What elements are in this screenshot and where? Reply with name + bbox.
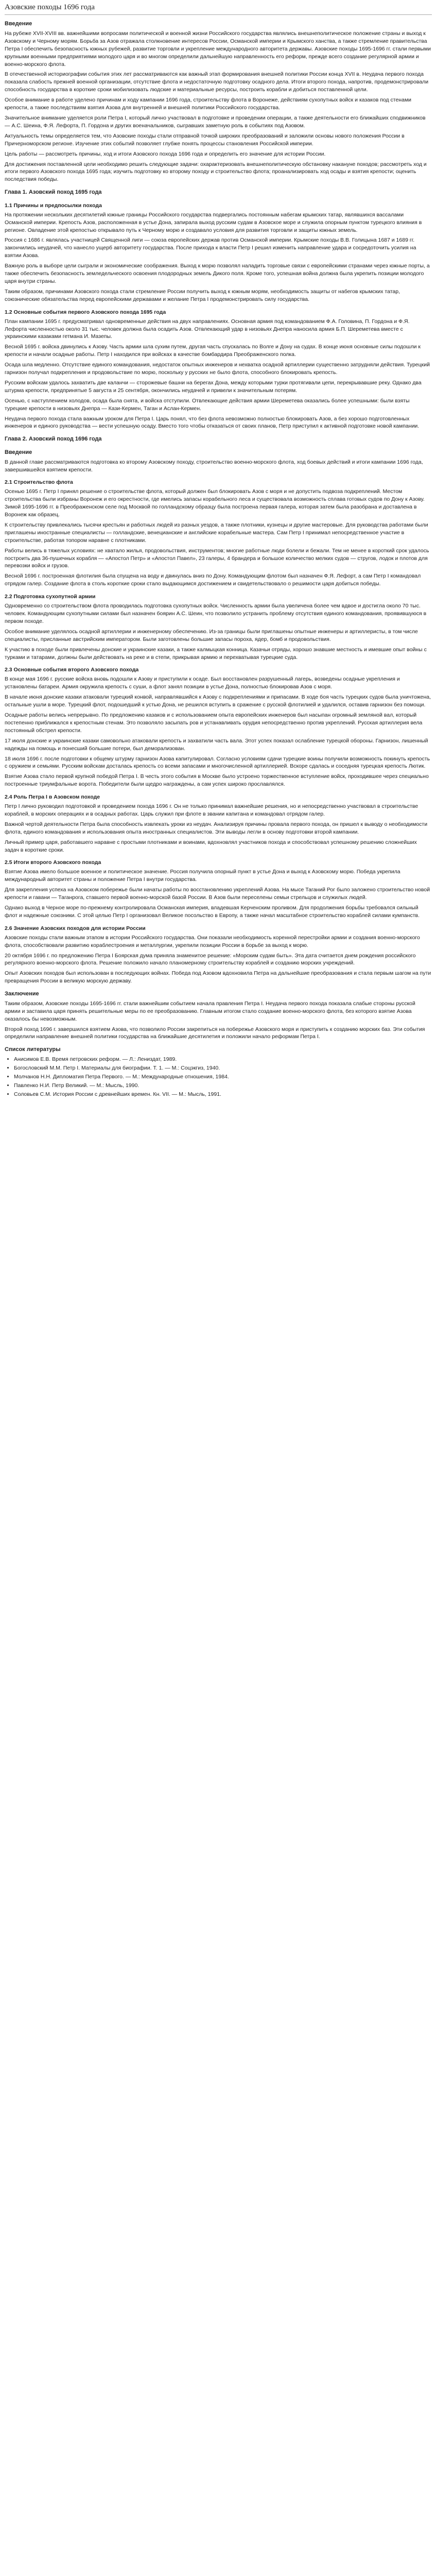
section-heading: 1.1 Причины и предпосылки похода <box>5 202 102 209</box>
paragraph: Особое внимание в работе уделено причинам и ходу кампании 1696 года, строительству флота в Воронеже, действиям сухопутных войск и казаков под стенами крепости, а также последствиям взятия Азова для внутренней и внешней политики Российского государства. <box>5 97 412 111</box>
section-heading: 2.6 Значение Азовских походов для истории России <box>5 925 146 931</box>
paragraph: В данной главе рассматриваются подготовка ко второму Азовскому походу, строительство военно-морского флота, ход боевых действий и итоги кампании 1696 года, завершившейся взятием крепости. <box>5 459 423 473</box>
paragraph: Опыт Азовских походов был использован в последующих войнах. Победа под Азовом вдохновила Петра на дальнейшие преобразования и стала первым шагом на пути превращения России в великую морскую державу. <box>5 970 431 985</box>
reference-list <box>5 1056 432 1098</box>
paragraph: План кампании 1695 г. предусматривал одновременные действия на двух направлениях. Основная армия под командованием Ф.А. Головина, П. Гордона и Ф.Я. Лефорта численностью около 31 тыс. человек должна была осадить Азов. Отвлекающий удар в низовьях Днепра наносила армия Б.П. Шереметева вместе с украинскими казаками гетмана И. Мазепы. <box>5 318 410 340</box>
section-heading: 2.4 Роль Петра I в Азовском походе <box>5 794 100 801</box>
paragraph: В конце мая 1696 г. русские войска вновь подошли к Азову и приступили к осаде. Был восстановлен разрушенный лагерь, возведены осадные укрепления и установлены батареи. Армия окружила крепость с суши, а флот занял позиции в устье Дона, полностью блокировав Азов с моря. <box>5 676 400 690</box>
paragraph: Личный пример царя, работавшего наравне с простыми плотниками и воинами, вдохновлял участников похода и способствовал успешному решению сложнейших задач в короткие сроки. <box>5 839 417 853</box>
paragraph: Весной 1695 г. войска двинулись к Азову. Часть армии шла сухим путем, другая часть спускалась по Волге и Дону на судах. В конце июня основные силы подошли к крепости и начали осадные работы. Петр I находился при войсках в качестве бомбардира Преображенского полка. <box>5 344 421 358</box>
paragraph: Особое внимание уделялось осадной артиллерии и инженерному обеспечению. Из-за границы были приглашены опытные инженеры и артиллеристы, в том числе специалисты, присланные австрийским императором. Были заготовлены большие запасы пороха, ядер, бомб и продовольствия. <box>5 628 418 642</box>
paragraph: Таким образом, причинами Азовского похода стали стремление России получить выход к южным морям, необходимость защиты от набегов крымских татар, союзнические обязательства перед европейскими державами и желание Петра I продемонстрировать силу государства. <box>5 288 400 302</box>
paragraph: Петр I лично руководил подготовкой и проведением похода 1696 г. Он не только принимал важнейшие решения, но и непосредственно участвовал в строительстве кораблей, в морских операциях и в осадных работах. Царь служил при флоте в звании капитана и командовал отрядом галер. <box>5 803 418 817</box>
paragraph: 20 октября 1696 г. по предложению Петра I Боярская дума приняла знаменитое решение: «Морским судам быть». Эта дата считается днем рождения российского регулярного военно-морского флота. Решение положило начало планомерному строительству кораблей и созданию морских учреждений. <box>5 952 416 967</box>
paragraph: Взятие Азова стало первой крупной победой Петра I. В честь этого события в Москве было устроено торжественное вступление войск, проходившее через специально построенные триумфальные ворота. Победители были щедро награждены, а сам успех широко прославлялся. <box>5 773 429 788</box>
paragraph: Азовские походы стали важным этапом в истории Российского государства. Они показали необходимость коренной перестройки армии и создания военно-морского флота, способствовали развитию кораблестроения и металлургии, укрепили позиции России в борьбе за выход к морю. <box>5 934 420 948</box>
section-heading: 2.2 Подготовка сухопутной армии <box>5 594 96 600</box>
section-heading: Список литературы <box>5 1046 61 1053</box>
paragraph: Осадные работы велись непрерывно. По предложению казаков и с использованием опыта европейских инженеров был насыпан огромный земляной вал, который постепенно приближался к крепостным стенам. Это позволяло засыпать ров и устанавливать орудия непосредственно против укреплений. Русская артиллерия вела постоянный обстрел крепости. <box>5 711 423 734</box>
paragraph: Важную роль в выборе цели сыграли и экономические соображения. Выход к морю позволял наладить торговые связи с европейскими странами через южные порты, а также обеспечить безопасность земледельческого освоения плодородных земель Дикого поля. Кроме того, успешная война должна была укрепить позиции молодого царя внутри страны. <box>5 263 430 284</box>
paragraph: Для закрепления успеха на Азовском побережье были начаты работы по восстановлению укреплений Азова. На мысе Таганий Рог было заложено строительство новой крепости и гавани — Таганрога, ставшего первой военно-морской базой России. В Азов были переселены семьи стрельцов и служилых людей. <box>5 887 430 901</box>
paragraph: Для достижения поставленной цели необходимо решить следующие задачи: охарактеризовать внешнеполитическую обстановку накануне походов; рассмотреть ход и итоги первого Азовского похода 1695 года; изучить подготовку ко второму походу и строительство флота; проанализировать ход осады и взятия крепости; оценить последствия победы. <box>5 161 427 183</box>
section-heading: Глава 2. Азовский поход 1696 года <box>5 436 102 443</box>
document-title: Азовские походы 1696 года <box>5 2 432 15</box>
paragraph: Работы велись в тяжелых условиях: не хватало жилья, продовольствия, инструментов; многие работные люди болели и бежали. Тем не менее в короткий срок удалось построить два 36-пушечных корабля — «Апостол Петр» и «Апостол Павел», 23 галеры, 4 брандера и большое количество мелких судов — стругов, лодок и плотов для перевозки войск и грузов. <box>5 547 429 569</box>
paragraph: Актуальность темы определяется тем, что Азовские походы стали отправной точкой широких преобразований и заложили основы нового положения России в Причерноморском регионе. Изучение этих событий позволяет глубже понять процессы становления Российской империи. <box>5 132 405 147</box>
paragraph: Осада шла медленно. Отсутствие единого командования, недостаток опытных инженеров и нехватка осадной артиллерии существенно затрудняли действия. Турецкий гарнизон получал подкрепления и продовольствие по морю, поскольку у русских не было флота, способного блокировать крепость. <box>5 362 430 376</box>
section-heading: 2.1 Строительство флота <box>5 479 73 486</box>
paragraph: Значительное внимание уделяется роли Петра I, который лично участвовал в подготовке и проведении операции, а также деятельности его ближайших сподвижников — А.С. Шеина, Ф.Я. Лефорта, П. Гордона и других военачальников, сыгравших заметную роль в событиях под Азовом. <box>5 114 426 129</box>
paragraph: На протяжении нескольких десятилетий южные границы Российского государства подвергались постоянным набегам крымских татар, являвшихся вассалами Османской империи. Крепость Азов, расположенная в устье Дона, запирала выход русским судам в Азовское море и служила опорным пунктом турецкого влияния в регионе. Овладение этой крепостью открывало путь к Черному морю и создавало условия для развития торговли и защиты южных земель. <box>5 211 422 233</box>
paragraph: Одновременно со строительством флота проводилась подготовка сухопутных войск. Численность армии была увеличена более чем вдвое и достигла около 70 тыс. человек. Командующим сухопутными силами был назначен боярин А.С. Шеин, что позволило устранить проблему отсутствия единого командования, проявившуюся в первом походе. <box>5 603 427 624</box>
reference-item: • Соловьев С.М. История России с древнейших времен. Кн. VII. — М.: Мысль, 1991. <box>14 1091 432 1098</box>
section-heading: Заключение <box>5 991 39 997</box>
section-heading: Введение <box>5 21 32 27</box>
paragraph: Неудача первого похода стала важным уроком для Петра I. Царь понял, что без флота невозможно полностью блокировать Азов, а без хорошо подготовленных инженеров и единого руководства — вести успешную осаду. Вместо того чтобы отказаться от своих планов, Петр приступил к активной подготовке новой кампании. <box>5 415 420 430</box>
paragraph: В отечественной историографии события этих лет рассматриваются как важный этап формирования внешней политики России конца XVII в. Неудача первого похода показала слабость прежней военной организации, отсутствие флота и недостаточную подготовку осадного дела. Итоги второго похода, напротив, продемонстрировали способность государства в короткие сроки мобилизовать людские и материальные ресурсы, построить корабли и добиться поставленной цели. <box>5 71 429 93</box>
paragraph: Осенью 1695 г. Петр I принял решение о строительстве флота, который должен был блокировать Азов с моря и не допустить подвоза подкреплений. Местом строительства были избраны Воронеж и его окрестности, где имелись запасы корабельного леса и существовала возможность сплава готовых судов по Дону к Азову. Зимой 1695-1696 гг. в Преображенском селе под Москвой по голландскому образцу была построена первая галера, которая затем была разобрана и доставлена в Воронеж как образец. <box>5 488 425 518</box>
paragraph: 17 июля донские и украинские казаки самовольно атаковали крепость и захватили часть вала. Этот успех показал ослабление турецкой обороны. Гарнизон, лишенный надежды на помощь и понесший большие потери, был деморализован. <box>5 737 428 752</box>
document-body <box>5 20 432 1098</box>
section-heading: 2.5 Итоги второго Азовского похода <box>5 859 101 866</box>
paragraph: Осенью, с наступлением холодов, осада была снята, и войска отступили. Отвлекающие действия армии Шереметева оказались более успешными: были взяты турецкие крепости в низовьях Днепра — Кази-Кермен, Таган и Аслан-Кермен. <box>5 397 410 412</box>
paragraph: Цель работы — рассмотреть причины, ход и итоги Азовского похода 1696 года и определить его значение для истории России. <box>5 150 326 157</box>
section-heading: 2.3 Основные события второго Азовского похода <box>5 667 139 673</box>
paragraph: В начале июня донские казаки атаковали турецкий конвой, направлявшийся к Азову с подкреплениями и припасами. В ходе боя часть турецких судов была уничтожена, остальные ушли в море. Турецкий флот, подошедший к устью Дона, не решился вступить в сражение с русской флотилией и удалился, оставив гарнизон без помощи. <box>5 694 431 708</box>
paragraph: 18 июля 1696 г. после подготовки к общему штурму гарнизон Азова капитулировал. Согласно условиям сдачи турецкие воины получили возможность покинуть крепость с оружием и семьями. Русским войскам досталась крепость со всеми запасами и многочисленной артиллерией. Вскоре сдалась и соседняя турецкая крепость Лютик. <box>5 755 430 770</box>
section-heading: Глава 1. Азовский поход 1695 года <box>5 189 102 196</box>
section-heading: 1.2 Основные события первого Азовского похода 1695 года <box>5 309 166 315</box>
reference-item: • Молчанов Н.Н. Дипломатия Петра Первого. — М.: Международные отношения, 1984. <box>14 1073 432 1081</box>
paragraph: К строительству привлекались тысячи крестьян и работных людей из разных уездов, а также плотники, кузнецы и другие мастеровые. Для руководства работами были приглашены иностранные специалисты — голландские, венецианские и английские корабельные мастера. Сам Петр I принимал непосредственное участие в строительстве, работая топором наравне с плотниками. <box>5 521 428 544</box>
reference-item: • Анисимов Е.В. Время петровских реформ. — Л.: Лениздат, 1989. <box>14 1056 432 1063</box>
reference-item: • Богословский М.М. Петр I. Материалы для биографии. Т. 1. — М.: Соцэкгиз, 1940. <box>14 1064 432 1072</box>
paragraph: К участию в походе были привлечены донские и украинские казаки, а также калмыцкая конница. Казачьи отряды, хорошо знавшие местность и имевшие опыт войны с турками и татарами, должны были действовать на реке и в степи, прикрывая армию и перехватывая турецкие суда. <box>5 646 427 660</box>
paragraph: Взятие Азова имело большое военное и политическое значение. Россия получила опорный пункт в устье Дона и выход к Азовскому морю. Победа укрепила международный авторитет страны и положение Петра I внутри государства. <box>5 869 400 883</box>
paragraph: Россия с 1686 г. являлась участницей Священной лиги — союза европейских держав против Османской империи. Крымские походы В.В. Голицына 1687 и 1689 гг. закончились неудачей, что нанесло ущерб авторитету государства. После прихода к власти Петр I решил изменить направление удара и сосредоточить усилия на взятии Азова. <box>5 237 416 259</box>
document-page <box>0 0 436 1098</box>
paragraph: Однако выход в Черное море по-прежнему контролировала Османская империя, владевшая Керченским проливом. Для продолжения борьбы требовался сильный флот и надежные союзники. С этой целью Петр I организовал Великое посольство в Европу, а также начал масштабное строительство кораблей силами кумпанств. <box>5 905 420 919</box>
paragraph: Важной чертой деятельности Петра была способность извлекать уроки из неудач. Анализируя причины провала первого похода, он пришел к выводу о необходимости флота, единого командования и использования опыта иностранных специалистов. Эти выводы легли в основу подготовки второй кампании. <box>5 821 428 835</box>
paragraph: Русским войскам удалось захватить две каланчи — сторожевые башни на берегах Дона, между которыми турки протягивали цепи, перекрывавшие реку. Однако два штурма крепости, предпринятые 5 августа и 25 сентября, окончились неудачей и привели к значительным потерям. <box>5 379 422 394</box>
section-heading: Введение <box>5 449 32 455</box>
paragraph: На рубеже XVII-XVIII вв. важнейшими вопросами политической и военной жизни Российского государства являлись внешнеполитическое положение страны и выход к Азовскому и Черному морям. Борьба за Азов отражала столкновение интересов России, Османской империи и Крымского ханства, а также стремление правительства Петра I обеспечить безопасность южных рубежей, развитие торговли и укрепление международного авторитета державы. Азовские походы 1695-1696 гг. стали первыми крупными военными предприятиями молодого царя и во многом определили дальнейшую направленность его реформ, прежде всего создание регулярной армии и военно-морского флота. <box>5 30 431 67</box>
paragraph: Таким образом, Азовские походы 1695-1696 гг. стали важнейшим событием начала правления Петра I. Неудача первого похода показала слабые стороны русской армии и заставила царя принять решительные меры по ее преобразованию. Главным итогом стало создание военно-морского флота, без которого взятие Азова оказалось бы невозможным. <box>5 1000 415 1022</box>
paragraph: Весной 1696 г. построенная флотилия была спущена на воду и двинулась вниз по Дону. Командующим флотом был назначен Ф.Я. Лефорт, а сам Петр I командовал отрядом галер. Создание флота в столь короткие сроки стало выдающимся достижением и свидетельствовало о решимости царя добиться победы. <box>5 573 421 587</box>
paragraph: Второй поход 1696 г. завершился взятием Азова, что позволило России закрепиться на побережье Азовского моря и приступить к созданию морских баз. Эти события определили направление внешней политики государства на ближайшие десятилетия и положили начало реформам Петра I. <box>5 1026 425 1040</box>
reference-item: • Павленко Н.И. Петр Великий. — М.: Мысль, 1990. <box>14 1082 432 1090</box>
